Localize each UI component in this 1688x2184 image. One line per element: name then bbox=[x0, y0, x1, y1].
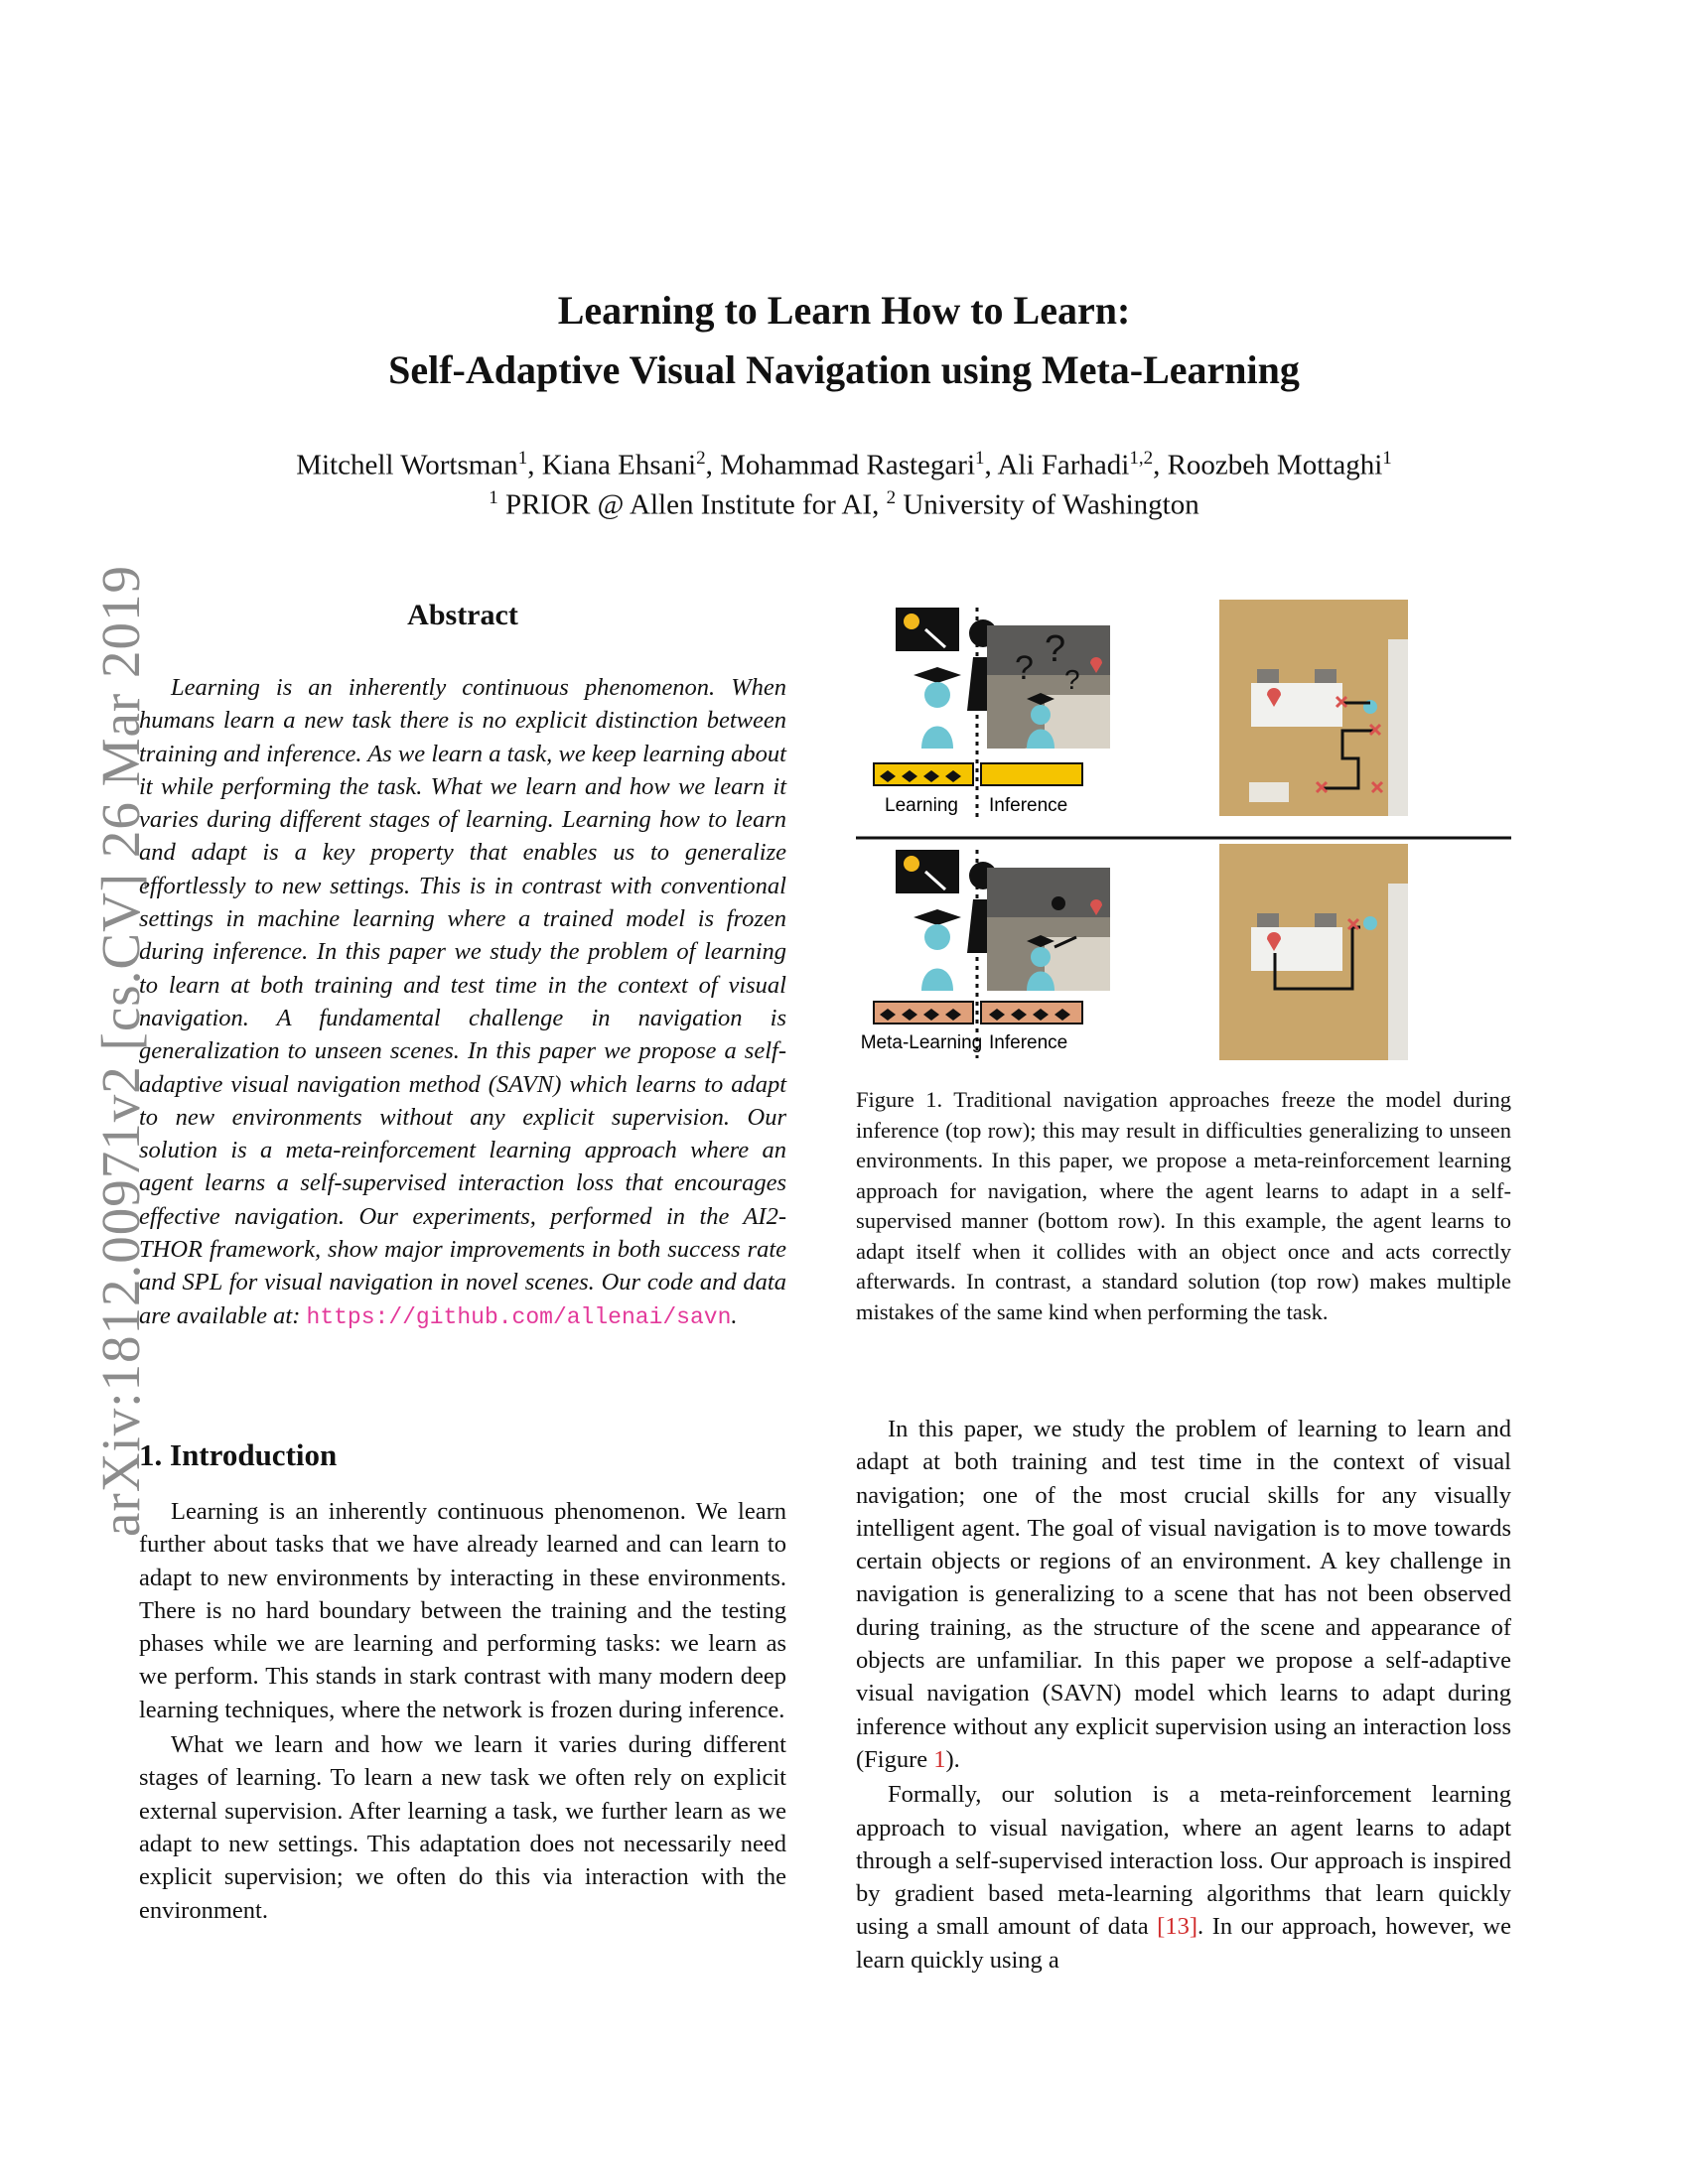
figure-1-caption: Figure 1. Traditional navigation approaches freeze the model during inference (top row); this may result in difficulties generalizing to unseen environments. In this paper, we propose a meta-reinforcement learning approach for navigation, where the agent learns to adapt in a self-supervised manner (bottom row). In this example, the agent learns to adapt itself when it collides with an object once and acts correctly afterwards. In contrast, a standard solution (top row) makes multiple mistakes of the same kind when performing the task. bbox=[856, 1087, 1511, 1324]
top-down-map-top bbox=[1219, 600, 1408, 816]
right-paragraph-2-end: . In our approach, however, we learn quickly using a bbox=[856, 1913, 1512, 1974]
title-line-1: Learning to Learn How to Learn: bbox=[557, 288, 1131, 333]
abstract-heading: Abstract bbox=[407, 599, 518, 631]
scene-view-bottom bbox=[987, 868, 1110, 991]
right-paragraph-2-text: Formally, our solution is a meta-reinforcement learning approach to visual navigation, where an agent learns to adapt through a self-supervised interaction loss. Our approach is inspired by gradient based meta-learning algorithms that learn quickly using a small amount of data bbox=[856, 1781, 1511, 1941]
author-name: Mitchell Wortsman bbox=[296, 449, 518, 481]
right-paragraph-1 bbox=[856, 1413, 1511, 1776]
arxiv-stamp: arXiv:1812.00971v2 [cs.CV] 26 Mar 2019 bbox=[90, 565, 151, 1537]
right-paragraph-1-text: In this paper, we study the problem of learning to learn and adapt at both training and test time in the context of visual navigation; one of the most crucial skills for any visually intelligent agent. The goal of visual navigation is to move towards certain objects or regions of an environment. A key challenge in navigation is generalizing to a scene that has not been observed during training, as the structure of the scene and appearance of objects are unfamiliar. In this paper we propose a self-adaptive visual navigation (SAVN) model which learns to adapt during inference without any explicit supervision using an interaction loss (Figure bbox=[856, 1416, 1511, 1773]
author-affiliation-mark: 1 bbox=[517, 448, 528, 469]
label-learning: Learning bbox=[885, 795, 958, 816]
scene-view-top bbox=[987, 625, 1110, 749]
author-name: Kiana Ehsani bbox=[541, 449, 697, 481]
top-row-panel bbox=[874, 600, 1408, 820]
right-paragraph-2 bbox=[856, 1778, 1511, 1977]
label-meta-learning: Meta-Learning bbox=[860, 1032, 983, 1053]
right-paragraph-1-end: ). bbox=[945, 1745, 960, 1773]
abstract-body bbox=[139, 671, 786, 1334]
section-heading-introduction: 1. Introduction bbox=[139, 1437, 338, 1472]
affiliation-text: PRIOR @ Allen Institute for AI, bbox=[505, 488, 880, 521]
figure-reference-link[interactable]: 1 bbox=[933, 1745, 946, 1773]
abstract-end: . bbox=[731, 1301, 738, 1329]
author-name: Roozbeh Mottaghi bbox=[1167, 449, 1383, 481]
intro-paragraph-2: What we learn and how we learn it varies during different stages of learning. To learn a new task we often rely on explicit external supervision. After learning a task, we further learn as we adapt to new settings. This adaptation does not necessarily need explicit supervision; we often do this via interaction with the environment. bbox=[139, 1731, 786, 1924]
idea-lightbulb-icon bbox=[1052, 896, 1065, 910]
abstract-text: Learning is an inherently continuous phenomenon. When humans learn a new task there is no explicit distinction between training and inference. As we learn a task, we keep learning about it while performing the task. What we learn and how we learn it varies during different stages of learning. Learning how to learn and adapt is a key property that enables us to generalize effortlessly to new settings. This is in contrast with conventional settings in machine learning where a trained model is frozen during inference. In this paper we study the problem of learning to learn at both training and test time in the context of visual navigation. A fundamental challenge in navigation is generalization to unseen scenes. In this paper we propose a self-adaptive visual navigation method (SAVN) which learns to adapt to new environments without any explicit supervision. Our solution is a meta-reinforcement learning approach where an agent learns a self-supervised interaction loss that encourages effective navigation. Our experiments, performed in the AI2-THOR framework, show major improvements in both success rate and SPL for visual navigation in novel scenes. Our code and data are available at: bbox=[139, 674, 786, 1329]
intro-paragraph-1: Learning is an inherently continuous phenomenon. We learn further about tasks that we have already learned and can learn to adapt to new environments by interacting in these environments. There is no hard boundary between the training and the testing phases while we are learning and performing tasks: we learn as we perform. This stands in stark contrast with many modern deep learning techniques, where the network is frozen during inference. bbox=[139, 1498, 786, 1723]
inference-progress-bar bbox=[981, 763, 1082, 785]
title-line-2: Self-Adaptive Visual Navigation using Meta-Learning bbox=[388, 347, 1300, 392]
agent-position-icon bbox=[1363, 916, 1377, 930]
code-link[interactable]: https://github.com/allenai/savn bbox=[306, 1303, 732, 1330]
top-down-map-bottom bbox=[1219, 844, 1408, 1060]
lightbulb-icon bbox=[904, 856, 919, 872]
student-agent-icon bbox=[914, 909, 961, 991]
paper-title bbox=[0, 281, 1688, 400]
intro-body-left bbox=[139, 1495, 786, 1927]
affiliation-mark: 1 bbox=[489, 487, 498, 508]
author-list: Mitchell Wortsman$^1$, Kiana Ehsani$^2$, Mohammad Rastegari$^1$, Ali Farhadi$^{1,2}$, Roozbeh Mottaghi$^1$ bbox=[296, 448, 1392, 481]
author-name: Mohammad Rastegari bbox=[720, 449, 976, 481]
author-affiliation-mark: 1 bbox=[1382, 448, 1392, 469]
author-affiliation-mark: 1,2 bbox=[1129, 448, 1154, 469]
figure-1 bbox=[856, 600, 1511, 1076]
author-affiliation-mark: 2 bbox=[696, 448, 706, 469]
lightbulb-icon bbox=[904, 614, 919, 629]
affiliations bbox=[0, 478, 1688, 525]
citation-link[interactable]: [13] bbox=[1157, 1913, 1197, 1941]
affiliation-text: University of Washington bbox=[903, 488, 1199, 521]
svg-text:?: ? bbox=[1045, 628, 1066, 670]
svg-text:?: ? bbox=[1015, 649, 1034, 687]
label-inference-bottom: Inference bbox=[989, 1032, 1068, 1053]
intro-body-right bbox=[856, 1413, 1511, 1977]
label-inference-top: Inference bbox=[989, 795, 1068, 816]
author-affiliation-mark: 1 bbox=[975, 448, 985, 469]
author-name: Ali Farhadi bbox=[997, 449, 1130, 481]
affiliation-mark: 2 bbox=[886, 487, 897, 508]
svg-text:?: ? bbox=[1064, 664, 1080, 695]
student-agent-icon bbox=[914, 667, 961, 749]
bottom-row-panel bbox=[861, 844, 1408, 1060]
